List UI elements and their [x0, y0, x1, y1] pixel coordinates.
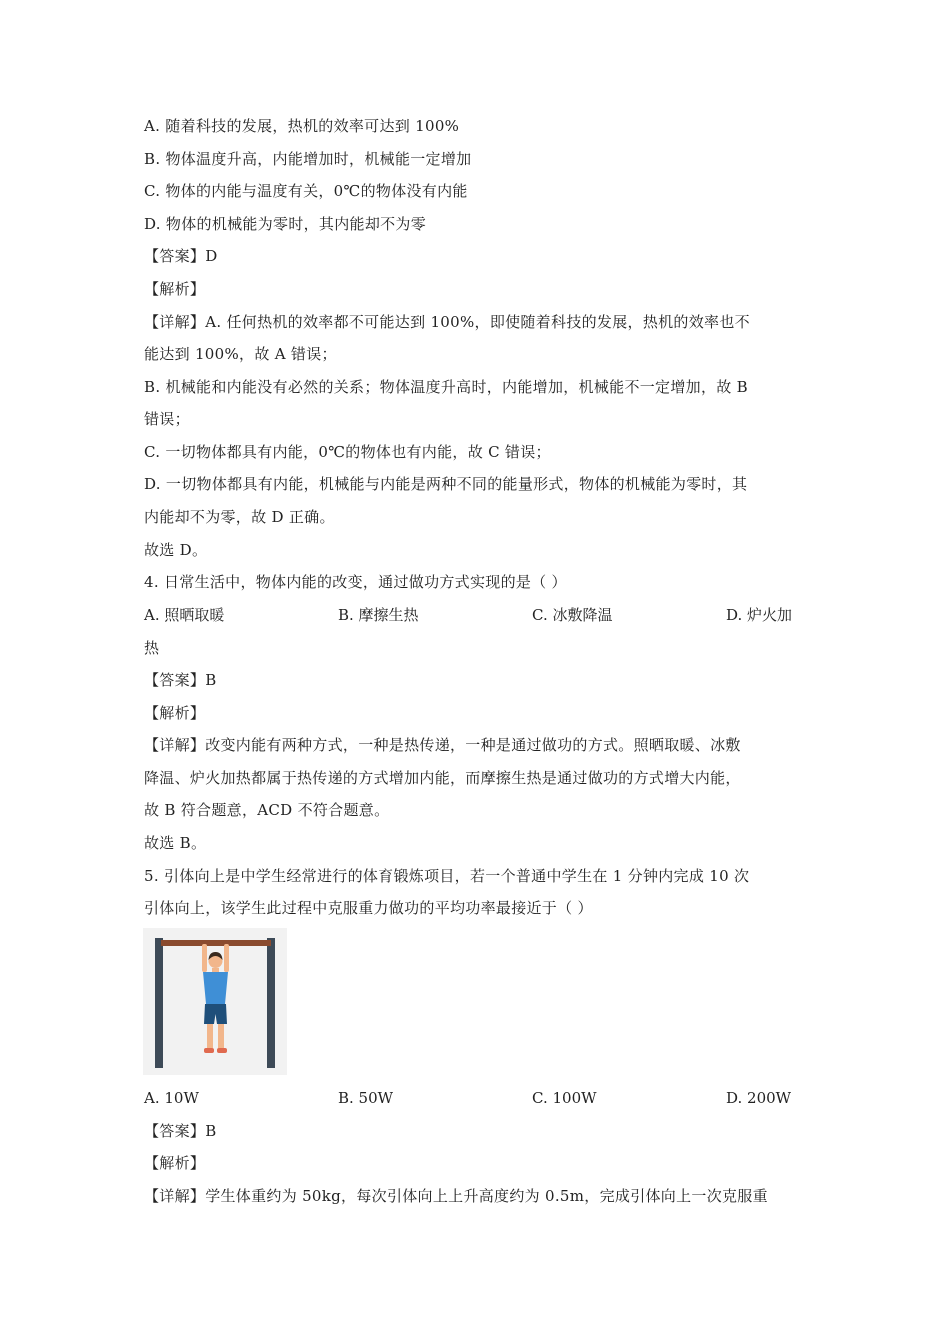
q3-detail-line: 错误；: [144, 410, 190, 428]
q3-detail-line: B. 机械能和内能没有必然的关系；物体温度升高时，内能增加，机械能不一定增加，故 B: [144, 378, 748, 396]
horizontal-bar: [161, 940, 271, 946]
q4-detail-line: 故 B 符合题意，ACD 不符合题意。: [144, 801, 390, 819]
q5-option-c: C. 100W: [532, 1089, 597, 1107]
q3-detail-line: D. 一切物体都具有内能，机械能与内能是两种不同的能量形式，物体的机械能为零时，其: [144, 475, 748, 493]
q4-analysis-label: 【解析】: [144, 704, 206, 722]
pull-up-illustration: [143, 928, 287, 1075]
q5-option-d: D. 200W: [726, 1089, 792, 1107]
q4-detail-line: 降温、炉火加热都属于热传递的方式增加内能，而摩擦生热是通过做功的方式增大内能，: [144, 769, 741, 787]
pull-up-figure: [143, 928, 287, 1075]
q5-option-b: B. 50W: [338, 1089, 394, 1107]
q3-option-c: C. 物体的内能与温度有关，0℃的物体没有内能: [144, 182, 468, 200]
left-post: [155, 938, 163, 1068]
q5-analysis-label: 【解析】: [144, 1154, 206, 1172]
q3-answer: 【答案】D: [144, 247, 218, 265]
q4-option-d-wrap: 热: [144, 639, 160, 657]
q4-stem: 4. 日常生活中，物体内能的改变，通过做功方式实现的是（ ）: [144, 573, 567, 591]
q3-detail-line: 能达到 100%，故 A 错误；: [144, 345, 337, 363]
q4-conclusion: 故选 B。: [144, 834, 207, 852]
q4-option-d: D. 炉火加: [726, 606, 793, 624]
q3-conclusion: 故选 D。: [144, 541, 208, 559]
q5-stem-line: 5. 引体向上是中学生经常进行的体育锻炼项目，若一个普通中学生在 1 分钟内完成 10 次: [144, 867, 750, 885]
q5-detail-line: 【详解】学生体重约为 50kg，每次引体向上上升高度约为 0.5m，完成引体向上一次克服重: [144, 1187, 768, 1205]
q3-detail-line: 内能却不为零，故 D 正确。: [144, 508, 335, 526]
right-post: [267, 938, 275, 1068]
q4-option-b: B. 摩擦生热: [338, 606, 419, 624]
q5-option-a: A. 10W: [144, 1089, 199, 1107]
q5-stem-line: 引体向上，该学生此过程中克服重力做功的平均功率最接近于（ ）: [144, 899, 593, 917]
q4-option-c: C. 冰敷降温: [532, 606, 613, 624]
q3-analysis-label: 【解析】: [144, 280, 206, 298]
q3-detail-line: 【详解】A. 任何热机的效率都不可能达到 100%，即使随着科技的发展，热机的效率也不: [144, 313, 750, 331]
q3-option-a: A. 随着科技的发展，热机的效率可达到 100%: [144, 117, 460, 135]
q4-option-a: A. 照晒取暖: [144, 606, 225, 624]
q4-detail-line: 【详解】改变内能有两种方式，一种是热传递，一种是通过做功的方式。照晒取暖、冰敷: [144, 736, 741, 754]
q5-answer: 【答案】B: [144, 1122, 217, 1140]
q3-option-b: B. 物体温度升高，内能增加时，机械能一定增加: [144, 150, 472, 168]
q3-detail-line: C. 一切物体都具有内能，0℃的物体也有内能，故 C 错误；: [144, 443, 551, 461]
person-figure: [202, 944, 229, 1053]
q4-answer: 【答案】B: [144, 671, 217, 689]
q3-option-d: D. 物体的机械能为零时，其内能却不为零: [144, 215, 427, 233]
